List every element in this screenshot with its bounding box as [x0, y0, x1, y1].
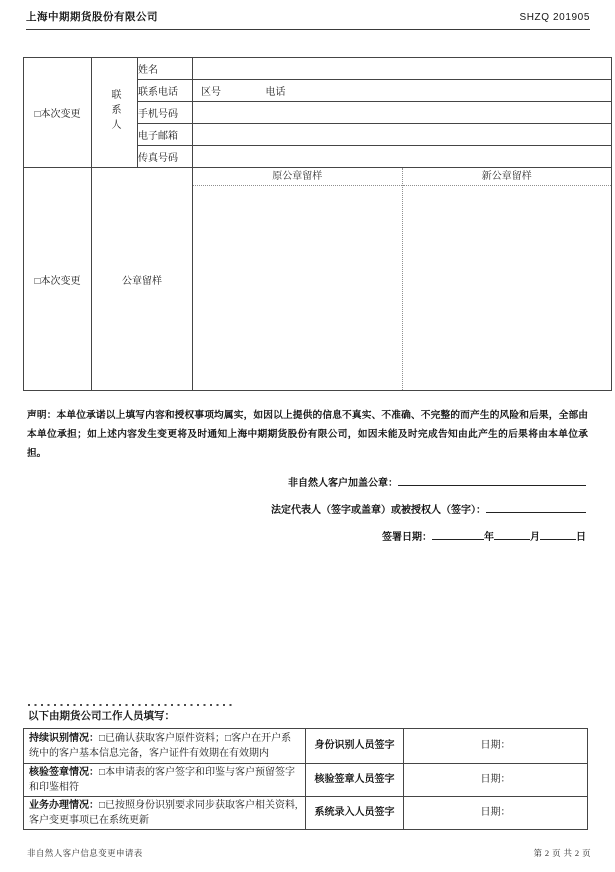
footer-page-number: 第 2 页 共 2 页 — [533, 848, 591, 858]
field-value-fax — [193, 146, 612, 168]
contact-group-label-cell — [92, 58, 138, 168]
declaration-text: 声明：本单位承诺以上填写内容和授权事项均属实，如因以上提供的信息不真实、不准确、不完整的而产生的风险和后果，全部由本单位承担；如上述内容发生变更将及时通知上海中期期货股份有限公司，如因未能及时完成告知由此产生的后果将由本单位承担。 — [27, 410, 588, 459]
processing-status-title: 业务办理情况： — [29, 799, 99, 811]
processing-status-desc: □已按照身份识别要求同步获取客户相关资料,客户变更事项已在系统更新 — [29, 799, 298, 826]
field-label-mobile: 手机号码 — [138, 102, 193, 124]
area-code-label: 区号 — [201, 87, 221, 98]
contact-change-checkbox-label: □本次变更 — [24, 58, 92, 168]
old-seal-blank-area — [193, 186, 402, 390]
verification-status-title: 核验签章情况： — [29, 766, 99, 778]
company-title: 上海中期期货股份有限公司 — [26, 12, 158, 23]
seal-change-checkbox-label: □本次变更 — [24, 168, 92, 391]
month-underline — [494, 528, 530, 540]
footer-doc-title: 非自然人客户信息变更申请表 — [27, 848, 143, 858]
year-label: 年 — [484, 532, 494, 543]
field-label-email: 电子邮箱 — [138, 124, 193, 146]
table-row — [24, 58, 612, 80]
old-seal-header: 原公章留样 — [193, 168, 402, 186]
staff-table — [23, 728, 588, 830]
identification-status-cell — [24, 728, 306, 763]
verification-signer-label: 核验签章人员签字 — [306, 763, 404, 796]
identification-signer-label: 身份识别人员签字 — [306, 728, 404, 763]
new-seal-column — [402, 168, 612, 390]
identification-status-title: 持续识别情况： — [29, 732, 99, 744]
dotted-divider — [28, 704, 234, 706]
company-seal-label: 非自然人客户加盖公章： — [288, 478, 398, 489]
processing-signer-label: 系统录入人员签字 — [306, 796, 404, 829]
signing-date-label: 签署日期： — [382, 532, 432, 543]
processing-status-cell — [24, 796, 306, 829]
field-label-phone: 联系电话 — [138, 80, 193, 102]
field-value-mobile — [193, 102, 612, 124]
field-value-name — [193, 58, 612, 80]
representative-label: 法定代表人（签字或盖章）或被授权人（签字）： — [271, 505, 486, 516]
page-header — [26, 9, 590, 30]
page-footer — [27, 847, 591, 859]
field-label-name: 姓名 — [138, 58, 193, 80]
table-row — [24, 728, 588, 763]
seal-sample-area — [193, 168, 612, 391]
representative-line — [271, 501, 586, 518]
month-label: 月 — [530, 532, 540, 543]
day-label: 日 — [576, 532, 586, 543]
field-label-fax: 传真号码 — [138, 146, 193, 168]
field-value-email — [193, 124, 612, 146]
table-row — [24, 763, 588, 796]
field-value-phone — [193, 80, 612, 102]
representative-underline — [486, 501, 586, 513]
signing-date-line — [271, 528, 586, 545]
contact-group-label: 联系人 — [109, 88, 120, 134]
verification-date-label: 日期： — [404, 763, 588, 796]
year-underline — [432, 528, 484, 540]
company-seal-line — [271, 474, 586, 491]
verification-status-cell — [24, 763, 306, 796]
verification-status-desc: □本申请表的客户签字和印鉴与客户预留签字和印鉴相符 — [29, 766, 296, 793]
staff-section-heading: 以下由期货公司工作人员填写： — [28, 710, 175, 722]
old-seal-column — [193, 168, 402, 390]
document-code: SHZQ 201905 — [519, 12, 590, 23]
new-seal-header: 新公章留样 — [403, 168, 612, 186]
new-seal-blank-area — [403, 186, 612, 390]
identification-date-label: 日期： — [404, 728, 588, 763]
identification-status-desc: □已确认获取客户原件资料；□客户在开户系统中的客户基本信息完备，客户证件有效期在有效期内 — [29, 732, 292, 759]
seal-sample-row — [24, 168, 612, 391]
change-info-table — [23, 57, 612, 391]
seal-row-label: 公章留样 — [92, 168, 193, 391]
processing-date-label: 日期： — [404, 796, 588, 829]
phone-label: 电话 — [265, 87, 286, 98]
seal-sample-wrap — [193, 168, 611, 390]
staff-section — [23, 704, 588, 830]
table-row — [24, 796, 588, 829]
signature-block — [271, 474, 586, 555]
company-seal-underline — [398, 474, 586, 486]
day-underline — [540, 528, 576, 540]
